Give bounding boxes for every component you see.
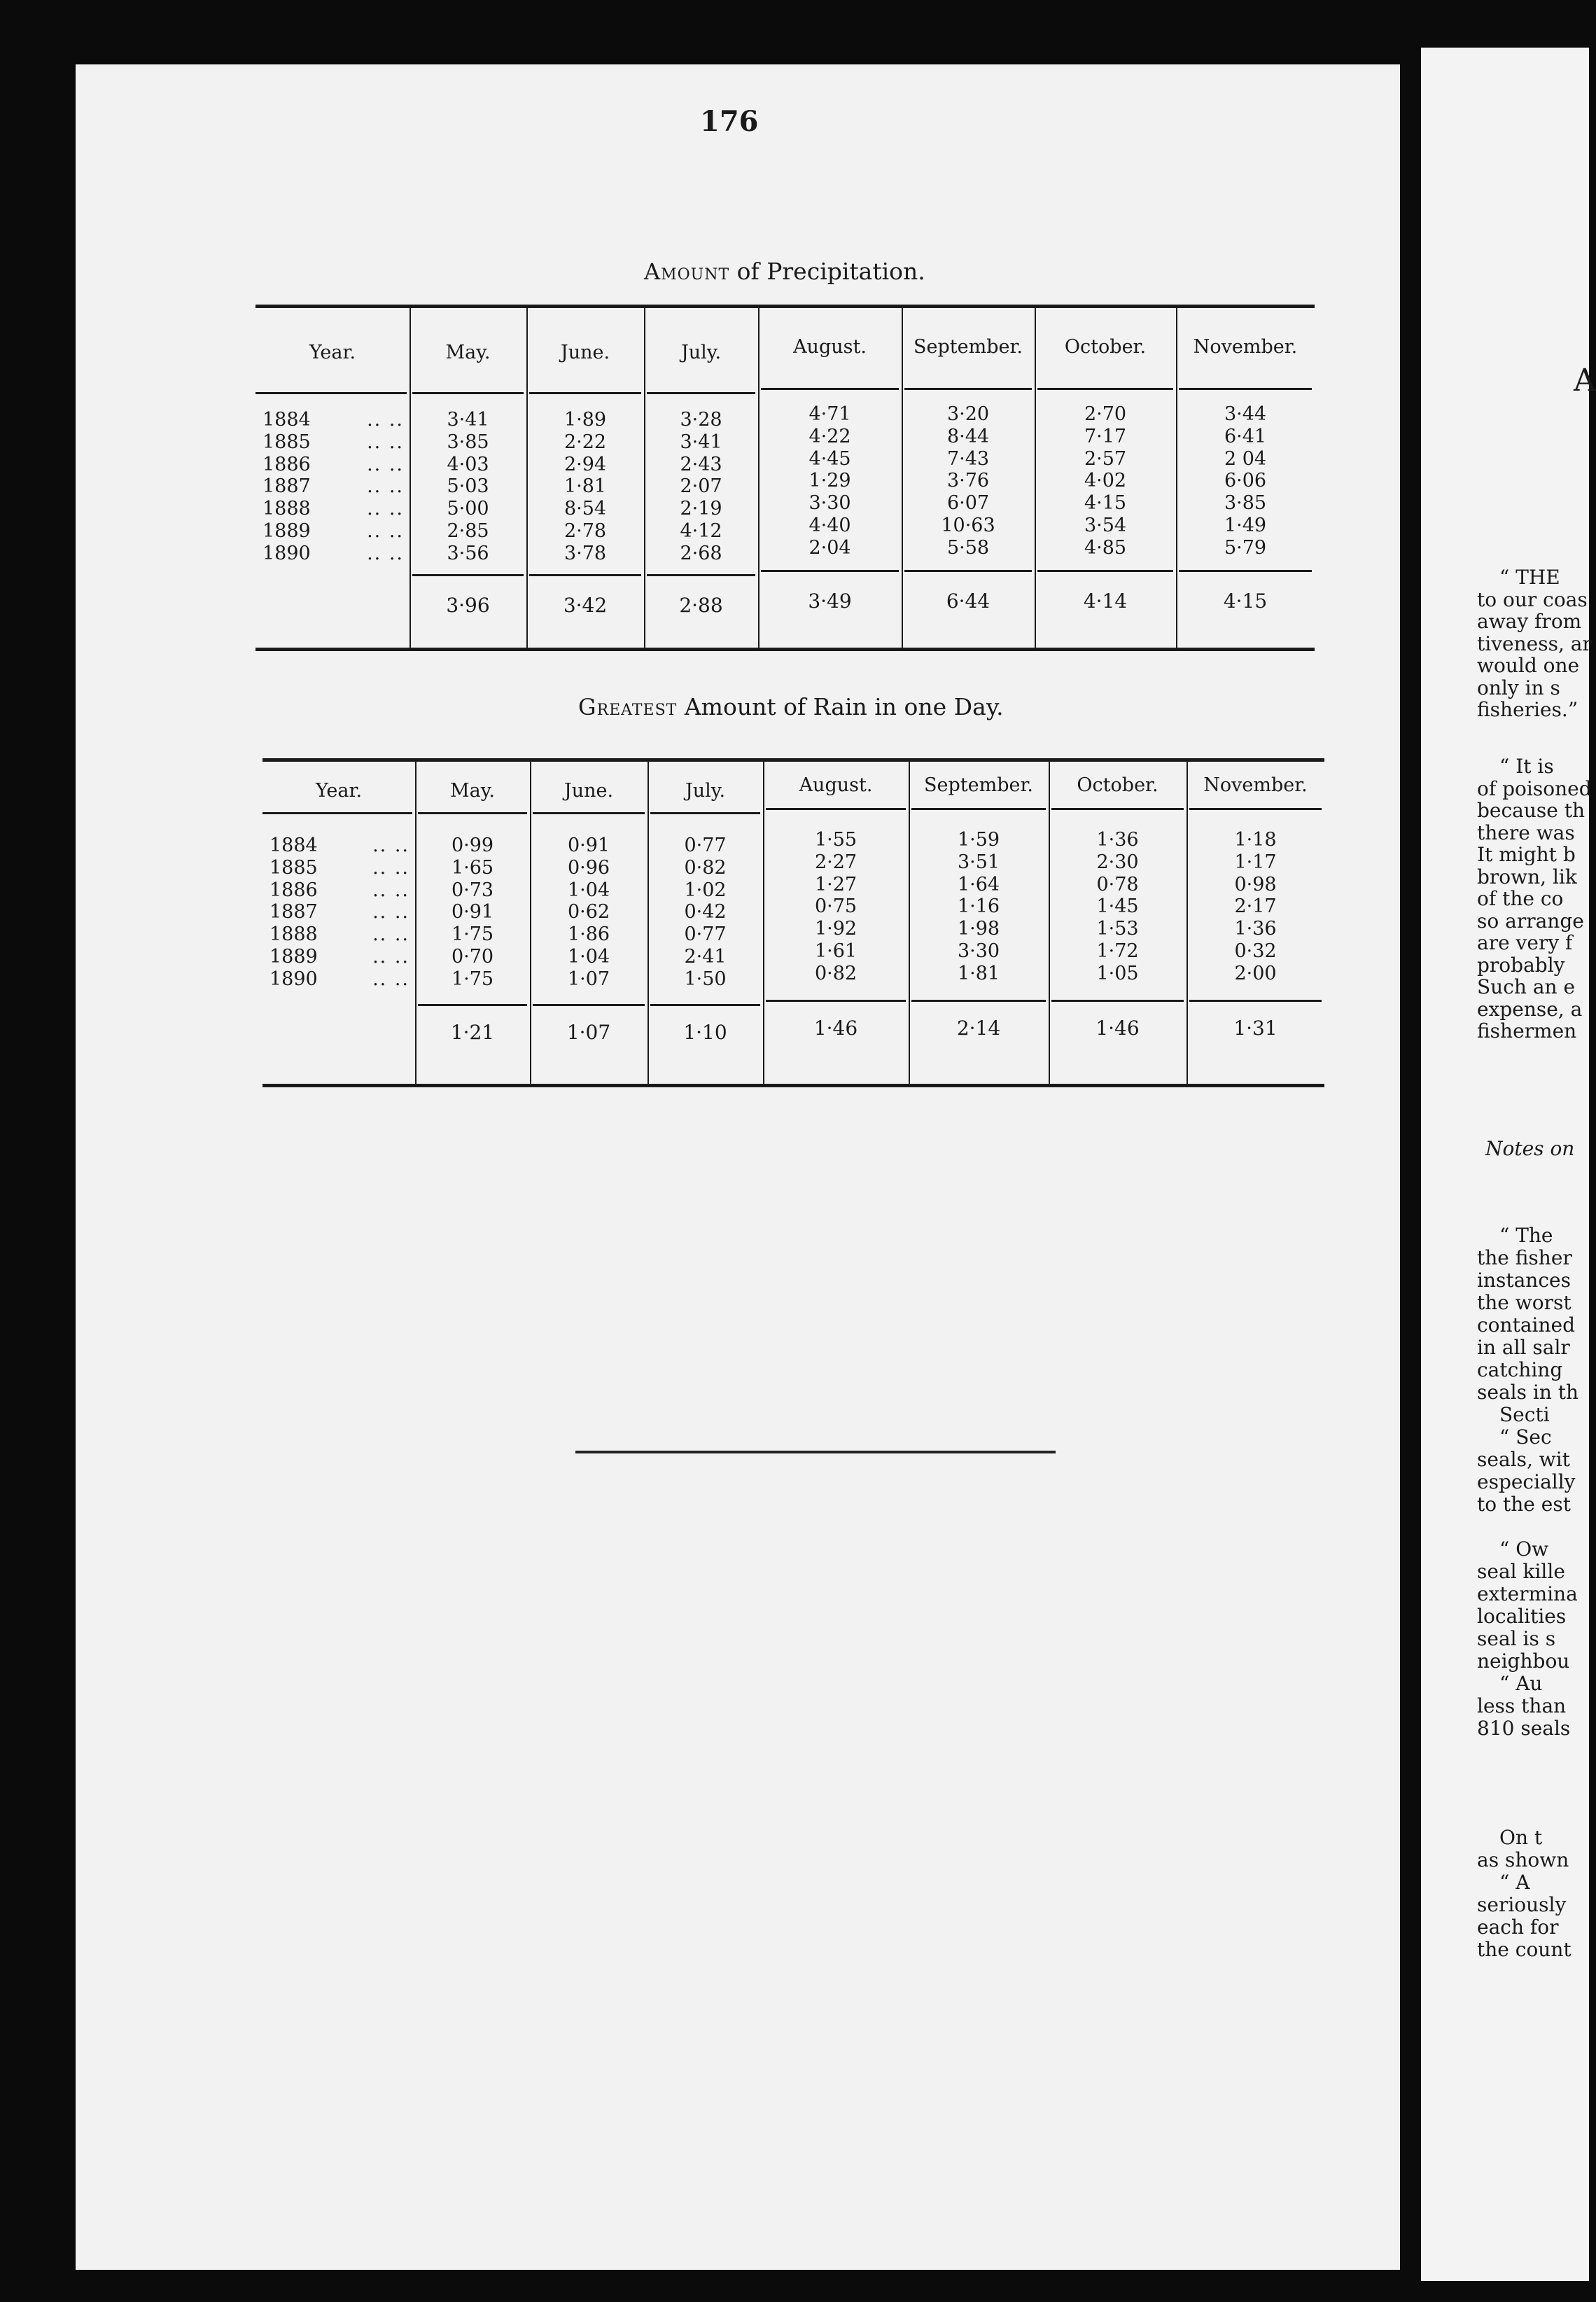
- facing-text-line: contained: [1477, 1313, 1575, 1337]
- facing-text-line: “ The: [1499, 1224, 1553, 1247]
- greatest-rain-table-row-year: [270, 857, 410, 879]
- greatest-rain-table-cell: 3·30: [957, 940, 1000, 962]
- precipitation-table-header-underline: [529, 392, 641, 394]
- precipitation-table-cell: 2·43: [680, 453, 722, 475]
- greatest-rain-table-cell: 0·77: [684, 923, 727, 946]
- greatest-rain-table-cell: 1·07: [567, 968, 610, 990]
- precipitation-table-cell: 4·15: [1084, 492, 1127, 515]
- facing-text-line: It might b: [1477, 843, 1576, 866]
- facing-text-line: less than: [1477, 1694, 1567, 1717]
- greatest-rain-table-header-year: Year.: [315, 780, 363, 802]
- precipitation-table-cell: 3·20: [946, 403, 990, 425]
- greatest-rain-table-header-underline: [650, 812, 760, 814]
- greatest-rain-table-row-year: [270, 879, 410, 902]
- precipitation-table-cell: 4·22: [808, 425, 851, 447]
- greatest-rain-table-cell: 1·81: [957, 962, 1000, 984]
- precipitation-table-row-year: [262, 475, 404, 498]
- facing-text-line: away from: [1477, 610, 1582, 633]
- leader-dots: .. ..: [367, 542, 404, 564]
- greatest-rain-table-cell: 0·91: [451, 901, 494, 923]
- greatest-rain-table-cell: 1·50: [684, 968, 727, 990]
- greatest-rain-table-top-rule: [262, 758, 1324, 762]
- facing-text-line: only in s: [1477, 676, 1560, 699]
- precipitation-table-average: 3·49: [808, 590, 852, 613]
- facing-text-line: extermina: [1477, 1582, 1578, 1605]
- precipitation-table-cell: 5·03: [447, 475, 489, 498]
- precipitation-table-header-october: October.: [1064, 336, 1147, 358]
- leader-dots: .. ..: [372, 946, 410, 968]
- precipitation-table-row-year: [262, 520, 404, 543]
- precipitation-table-title-smallcaps: Amount: [644, 258, 730, 285]
- year-value: 1890: [270, 968, 318, 990]
- precipitation-table-cell: 2·70: [1084, 403, 1127, 425]
- greatest-rain-table-row-year: [270, 835, 410, 857]
- greatest-rain-table-cell: 1·92: [814, 918, 858, 940]
- greatest-rain-table-header-november: November.: [1203, 774, 1308, 796]
- facing-page-letter: A: [1574, 363, 1596, 398]
- leader-dots: .. ..: [367, 453, 404, 475]
- precipitation-table-header-july: July.: [680, 342, 722, 363]
- greatest-rain-table-cell: 0·82: [684, 856, 727, 879]
- facing-text-line: expense, a: [1477, 997, 1583, 1021]
- greatest-rain-table-cell: 0·75: [814, 895, 858, 918]
- greatest-rain-table-cell: 0·98: [1234, 873, 1277, 895]
- precipitation-table-cell: 6·06: [1224, 470, 1267, 492]
- precipitation-table-cell: 3·41: [447, 409, 489, 431]
- precipitation-table-cell: 2 04: [1224, 447, 1267, 470]
- greatest-rain-table-cell: 2·41: [684, 946, 727, 968]
- greatest-rain-table-header-underline: [418, 812, 527, 814]
- facing-text-line: each for: [1477, 1916, 1559, 1939]
- precipitation-table-row-year: [262, 498, 404, 520]
- leader-dots: .. ..: [372, 968, 410, 990]
- precipitation-table-cell: 2·19: [680, 498, 722, 520]
- greatest-rain-table-header-underline: [262, 812, 412, 814]
- greatest-rain-table-bottom-rule: [262, 1084, 1324, 1087]
- precipitation-table-header-june: June.: [560, 342, 610, 363]
- greatest-rain-table-average: 1·46: [1096, 1017, 1140, 1040]
- greatest-rain-table-average: 2·14: [956, 1017, 1001, 1040]
- year-value: 1886: [262, 453, 311, 475]
- greatest-rain-table-cell: 0·91: [567, 835, 610, 856]
- greatest-rain-table-cell: 1·36: [1234, 918, 1277, 940]
- greatest-rain-table-cell: 1·17: [1234, 851, 1277, 873]
- precipitation-table-cell: 1·49: [1224, 515, 1267, 536]
- precipitation-table-cell: 3·85: [447, 431, 489, 453]
- precipitation-table-average: 4·15: [1223, 590, 1268, 613]
- greatest-rain-table-cell: 0·32: [1234, 940, 1277, 962]
- greatest-rain-table-cell: 1·55: [814, 829, 858, 851]
- precipitation-table-cell: 2·57: [1084, 447, 1127, 470]
- greatest-rain-table-cell: 0·82: [814, 962, 858, 984]
- greatest-rain-table-header-underline: [1189, 808, 1322, 810]
- precipitation-table-cell: 3·56: [447, 542, 489, 564]
- facing-text-line: to the est: [1477, 1493, 1571, 1516]
- facing-text-line: as shown: [1477, 1848, 1569, 1871]
- precipitation-table-cell: 4·85: [1084, 536, 1127, 559]
- precipitation-table-cell: 4·71: [808, 403, 851, 425]
- precipitation-table-header-year: Year.: [309, 342, 356, 363]
- greatest-rain-table-cell: 1·16: [957, 895, 1000, 918]
- greatest-rain-table-cell: 0·70: [451, 946, 494, 968]
- greatest-rain-table-cell: 1·98: [957, 918, 1000, 940]
- precipitation-table-cell: 5·00: [447, 498, 489, 520]
- facing-text-line: fisheries.”: [1477, 698, 1578, 721]
- greatest-rain-table-header-may: May.: [450, 780, 495, 802]
- greatest-rain-table-cell: 0·77: [684, 835, 727, 856]
- precipitation-table-header-underline: [1037, 388, 1173, 390]
- precipitation-table-cell: 2·07: [680, 475, 722, 498]
- facing-text-line: “ Ow: [1499, 1537, 1549, 1561]
- facing-text-line: On t: [1499, 1826, 1543, 1849]
- leader-dots: .. ..: [367, 409, 404, 431]
- facing-text-line: to our coas: [1477, 587, 1588, 611]
- precipitation-table-average: 2·88: [679, 594, 723, 617]
- leader-dots: .. ..: [367, 431, 404, 453]
- greatest-rain-table-row-year: [270, 901, 410, 923]
- facing-text-line: the fisher: [1477, 1246, 1572, 1269]
- precipitation-table-cell: 8·54: [564, 498, 607, 520]
- right-page: [1421, 48, 1596, 2281]
- greatest-rain-table-cell: 0·96: [567, 856, 610, 879]
- precipitation-table-cell: 5·79: [1224, 536, 1267, 559]
- greatest-rain-table-header-october: October.: [1077, 774, 1158, 796]
- precipitation-table-cell: 3·30: [808, 492, 851, 515]
- greatest-rain-table-header-august: August.: [799, 774, 873, 796]
- precipitation-table-row-year: [262, 543, 404, 565]
- facing-text-line: there was: [1477, 821, 1575, 844]
- greatest-rain-table-average: 1·10: [683, 1021, 727, 1044]
- precipitation-table-header-august: August.: [793, 336, 867, 358]
- leader-dots: .. ..: [367, 520, 404, 542]
- precipitation-table-title-rest: of Precipitation.: [729, 258, 925, 285]
- greatest-rain-table-cell: 1·86: [567, 923, 610, 946]
- greatest-rain-table-cell: 0·99: [451, 835, 494, 856]
- greatest-rain-table-cell: 2·17: [1234, 895, 1277, 918]
- precipitation-table-cell: 1·89: [564, 409, 607, 431]
- greatest-rain-table-average: 1·31: [1233, 1017, 1278, 1040]
- precipitation-table-average-rule: [647, 574, 755, 576]
- facing-text-line: neighbou: [1477, 1649, 1570, 1673]
- facing-text-line: especially: [1477, 1470, 1576, 1493]
- facing-text-line: seals in th: [1477, 1381, 1579, 1404]
- greatest-rain-table-header-underline: [533, 812, 645, 814]
- facing-text-line: are very f: [1477, 931, 1573, 954]
- facing-text-line: the worst: [1477, 1291, 1572, 1314]
- precipitation-table-cell: 8·44: [946, 425, 990, 447]
- greatest-rain-table-average-rule: [1051, 1000, 1184, 1002]
- facing-text-line: Such an e: [1477, 975, 1576, 998]
- facing-text-line: probably: [1477, 953, 1565, 977]
- facing-text-line: “ It is: [1499, 755, 1554, 778]
- year-value: 1890: [262, 542, 311, 564]
- year-value: 1884: [270, 835, 318, 856]
- page-number: 176: [700, 105, 759, 138]
- facing-text-line: seal kille: [1477, 1560, 1565, 1583]
- greatest-rain-table-row-year: [270, 968, 410, 991]
- greatest-rain-table-cell: 1·75: [451, 923, 494, 946]
- greatest-rain-table-cell: 1·04: [567, 946, 610, 968]
- facing-text-line: fishermen: [1477, 1019, 1577, 1042]
- precipitation-table-average: 3·42: [563, 594, 608, 617]
- precipitation-table-row-year: [262, 454, 404, 476]
- precipitation-table-title: [644, 258, 925, 285]
- greatest-rain-table-average-rule: [766, 1000, 906, 1002]
- year-value: 1889: [270, 946, 318, 968]
- greatest-rain-table-cell: 3·51: [957, 851, 1000, 873]
- greatest-rain-table-cell: 0·73: [451, 879, 494, 901]
- precipitation-table-cell: 4·45: [808, 447, 851, 470]
- facing-text-line: of poisoned: [1477, 776, 1592, 800]
- precipitation-table-cell: 4·12: [680, 520, 722, 542]
- facing-text-line: “ THE: [1499, 566, 1560, 589]
- precipitation-table-header-may: May.: [445, 342, 491, 363]
- precipitation-table-average-rule: [1037, 570, 1173, 572]
- leader-dots: .. ..: [372, 879, 410, 901]
- greatest-rain-table-average: 1·07: [566, 1021, 611, 1044]
- facing-text-line: so arrange: [1477, 909, 1584, 933]
- facing-text-line: seriously: [1477, 1893, 1567, 1916]
- precipitation-table-row-year: [262, 431, 404, 454]
- precipitation-table-cell: 4·03: [447, 453, 489, 475]
- left-page: [76, 64, 1400, 2270]
- precipitation-table-average-rule: [904, 570, 1032, 572]
- facing-notes-heading: Notes on: [1485, 1137, 1575, 1160]
- year-value: 1887: [270, 901, 318, 923]
- greatest-rain-table-cell: 1·45: [1096, 895, 1139, 918]
- year-value: 1887: [262, 475, 311, 498]
- leader-dots: .. ..: [372, 856, 410, 879]
- facing-text-line: seals, wit: [1477, 1448, 1570, 1471]
- year-value: 1885: [270, 856, 318, 879]
- precipitation-table-cell: 10·63: [941, 515, 995, 536]
- facing-text-line: would one: [1477, 654, 1580, 677]
- greatest-rain-table-header-september: September.: [924, 774, 1033, 796]
- facing-text-line: “ Au: [1499, 1672, 1543, 1695]
- precipitation-table-header-november: November.: [1193, 336, 1298, 358]
- greatest-rain-table-title-rest: Amount of Rain in one Day.: [677, 693, 1004, 720]
- greatest-rain-table-cell: 1·27: [814, 873, 858, 895]
- facing-text-line: 810 seals: [1477, 1717, 1571, 1740]
- precipitation-table-cell: 2·78: [564, 520, 607, 542]
- precipitation-table-header-underline: [904, 388, 1032, 390]
- precipitation-table-header-underline: [255, 392, 407, 394]
- greatest-rain-table-cell: 1·53: [1096, 918, 1139, 940]
- greatest-rain-table-header-july: July.: [685, 780, 726, 802]
- precipitation-table-average: 4·14: [1083, 590, 1128, 613]
- facing-text-line: brown, lik: [1477, 865, 1577, 888]
- greatest-rain-table-cell: 1·04: [567, 879, 610, 901]
- facing-text-line: the count: [1477, 1938, 1572, 1961]
- greatest-rain-table-header-underline: [911, 808, 1046, 810]
- precipitation-table-cell: 2·04: [808, 536, 851, 559]
- facing-text-line: “ Sec: [1499, 1425, 1552, 1449]
- greatest-rain-table-cell: 1·65: [451, 856, 494, 879]
- greatest-rain-table-cell: 0·42: [684, 901, 727, 923]
- greatest-rain-table-cell: 2·27: [814, 851, 858, 873]
- precipitation-table-cell: 3·44: [1224, 403, 1267, 425]
- facing-text-line: catching: [1477, 1358, 1563, 1381]
- facing-text-line: “ A: [1499, 1871, 1530, 1894]
- facing-text-line: instances: [1477, 1269, 1571, 1292]
- facing-text-line: tiveness, ar: [1477, 632, 1592, 655]
- facing-text-line: seal is s: [1477, 1627, 1556, 1650]
- year-value: 1888: [270, 923, 318, 946]
- year-value: 1884: [262, 409, 311, 431]
- precipitation-table-cell: 1·81: [564, 475, 607, 498]
- precipitation-table-cell: 4·40: [808, 515, 851, 536]
- greatest-rain-table-average-rule: [533, 1004, 645, 1006]
- precipitation-table-header-underline: [1179, 388, 1312, 390]
- greatest-rain-table-cell: 2·30: [1096, 851, 1139, 873]
- facing-text-line: localities: [1477, 1605, 1567, 1628]
- precipitation-table-average-rule: [412, 574, 524, 576]
- year-value: 1889: [262, 520, 311, 542]
- precipitation-table-average: 6·44: [946, 590, 990, 613]
- greatest-rain-table-cell: 1·61: [814, 940, 858, 962]
- greatest-rain-table-cell: 1·36: [1096, 829, 1139, 851]
- facing-text-line: in all salr: [1477, 1336, 1570, 1359]
- year-value: 1885: [262, 431, 311, 453]
- precipitation-table-cell: 2·94: [564, 453, 607, 475]
- precipitation-table-header-underline: [647, 392, 755, 394]
- precipitation-table-cell: 3·78: [564, 542, 607, 564]
- greatest-rain-table-cell: 1·05: [1096, 962, 1139, 984]
- greatest-rain-table-header-underline: [766, 808, 906, 810]
- facing-text-line: Secti: [1499, 1403, 1550, 1426]
- greatest-rain-table-title-smallcaps: Greatest: [578, 694, 678, 720]
- precipitation-table-cell: 6·07: [946, 492, 990, 515]
- precipitation-table-average: 3·96: [446, 594, 490, 617]
- greatest-rain-table-average-rule: [911, 1000, 1046, 1002]
- precipitation-table-bottom-rule: [255, 648, 1315, 651]
- greatest-rain-table-average-rule: [418, 1004, 527, 1006]
- greatest-rain-table-cell: 1·02: [684, 879, 727, 901]
- facing-text-line: because th: [1477, 799, 1586, 822]
- greatest-rain-table-cell: 1·72: [1096, 940, 1139, 962]
- precipitation-table-cell: 7·17: [1084, 425, 1127, 447]
- greatest-rain-table-cell: 1·75: [451, 968, 494, 990]
- greatest-rain-table-cell: 1·64: [957, 873, 1000, 895]
- precipitation-table-cell: 3·85: [1224, 492, 1267, 515]
- precipitation-table-cell: 3·76: [946, 470, 990, 492]
- precipitation-table-row-year: [262, 409, 404, 431]
- leader-dots: .. ..: [367, 498, 404, 520]
- leader-dots: .. ..: [367, 475, 404, 498]
- leader-dots: .. ..: [372, 901, 410, 923]
- precipitation-table-average-rule: [761, 570, 899, 572]
- precipitation-table-cell: 3·41: [680, 431, 722, 453]
- precipitation-table-cell: 1·29: [808, 470, 851, 492]
- greatest-rain-table-average-rule: [650, 1004, 760, 1006]
- greatest-rain-table-header-underline: [1051, 808, 1184, 810]
- greatest-rain-table-cell: 1·18: [1234, 829, 1277, 851]
- greatest-rain-table-header-june: June.: [564, 780, 614, 802]
- precipitation-table-cell: 3·28: [680, 409, 722, 431]
- greatest-rain-table-cell: 0·62: [567, 901, 610, 923]
- leader-dots: .. ..: [372, 923, 410, 946]
- precipitation-table-top-rule: [255, 305, 1315, 308]
- precipitation-table-header-underline: [412, 392, 524, 394]
- precipitation-table-average-rule: [529, 574, 641, 576]
- precipitation-table-cell: 5·58: [946, 536, 990, 559]
- greatest-rain-table-row-year: [270, 946, 410, 968]
- greatest-rain-table-cell: 2·00: [1234, 962, 1277, 984]
- greatest-rain-table-row-year: [270, 923, 410, 946]
- year-value: 1888: [262, 498, 311, 520]
- precipitation-table-cell: 2·22: [564, 431, 607, 453]
- precipitation-table-cell: 7·43: [946, 447, 990, 470]
- greatest-rain-table-cell: 1·59: [957, 829, 1000, 851]
- precipitation-table-cell: 6·41: [1224, 425, 1267, 447]
- precipitation-table-header-underline: [761, 388, 899, 390]
- greatest-rain-table-average: 1·46: [813, 1017, 858, 1040]
- precipitation-table-header-september: September.: [913, 336, 1023, 358]
- precipitation-table-cell: 2·68: [680, 542, 722, 564]
- facing-text-line: of the co: [1477, 887, 1564, 910]
- precipitation-table-cell: 3·54: [1084, 515, 1127, 536]
- greatest-rain-table-average: 1·21: [450, 1021, 495, 1044]
- closing-rule: [575, 1451, 1056, 1453]
- leader-dots: .. ..: [372, 835, 410, 856]
- year-value: 1886: [270, 879, 318, 901]
- precipitation-table-average-rule: [1179, 570, 1312, 572]
- precipitation-table-cell: 4·02: [1084, 470, 1127, 492]
- greatest-rain-table-average-rule: [1189, 1000, 1322, 1002]
- greatest-rain-table-title: [578, 693, 1004, 720]
- precipitation-table-cell: 2·85: [447, 520, 489, 542]
- greatest-rain-table-cell: 0·78: [1096, 873, 1139, 895]
